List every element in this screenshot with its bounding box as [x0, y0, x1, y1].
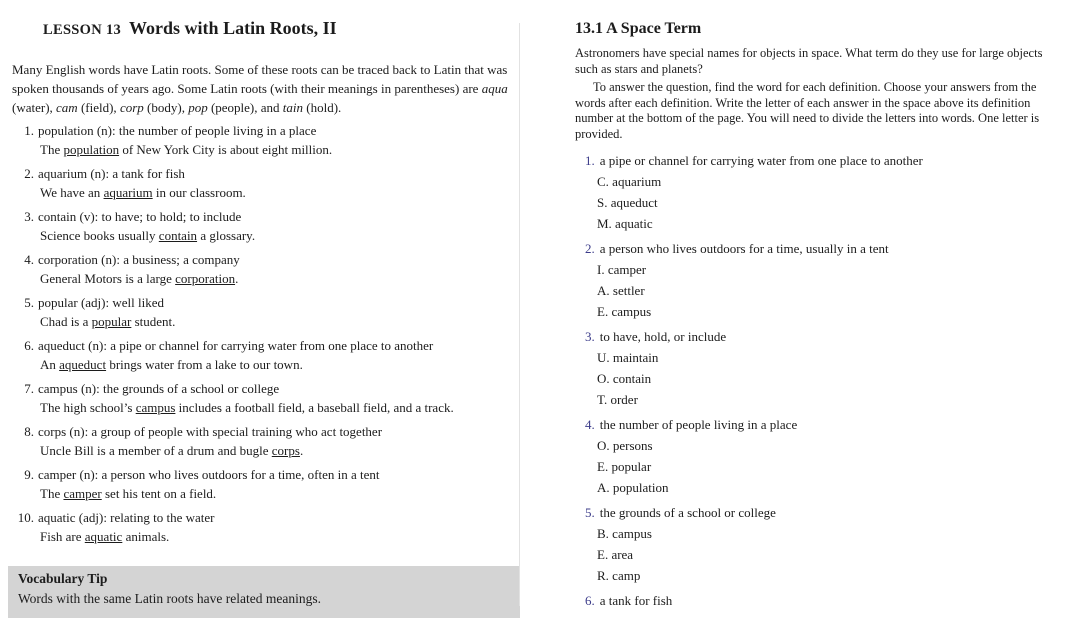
answer-option: E. popular: [597, 459, 652, 474]
answer-option: C. aquarium: [597, 174, 662, 189]
example-text: .: [299, 443, 304, 458]
question-definition: [575, 590, 1063, 611]
question-item: [575, 590, 1063, 611]
question-text: to have, hold, or include: [599, 329, 727, 344]
lesson-heading: [43, 18, 522, 39]
definition-item: [12, 465, 522, 503]
answer-option: U. maintain: [597, 350, 659, 365]
question-item: [575, 326, 1063, 410]
example-underlined-word: aquatic: [84, 529, 123, 544]
definition-item: [12, 250, 522, 288]
latin-root: corp: [119, 100, 144, 115]
definition-number: 3.: [24, 209, 34, 224]
definition-number: 1.: [24, 123, 34, 138]
example-underlined-word: contain: [158, 228, 198, 243]
example-text: Chad is a: [40, 314, 92, 329]
definition-number: 4.: [24, 252, 34, 267]
answer-option: E. area: [597, 547, 634, 562]
example-text: An: [40, 357, 60, 372]
answer-option: M. aquatic: [597, 216, 653, 231]
question-text: a tank for fish: [599, 593, 673, 608]
definition-item: [12, 508, 522, 546]
example-text: animals.: [122, 529, 170, 544]
definition-text: popular (adj): well liked: [38, 295, 164, 310]
example-underlined-word: corporation: [175, 271, 236, 286]
intro-segment: (hold).: [303, 100, 342, 115]
example-text: We have an: [40, 185, 104, 200]
question-text: a pipe or channel for carrying water from one place to another: [599, 153, 923, 168]
intro-segment: Many English words have Latin roots. Some of these roots can be traced back to Latin that was spoken thousands of years ago. Some Latin roots (with their meanings in parentheses) are: [12, 62, 508, 96]
definition-text: aquarium (n): a tank for fish: [38, 166, 185, 181]
latin-root: tain: [282, 100, 304, 115]
definition-line: [12, 293, 522, 312]
definition-line: [12, 465, 522, 484]
vocabulary-tip-title: Vocabulary Tip: [18, 571, 108, 586]
lesson-number-label: LESSON 13: [43, 22, 122, 38]
vocabulary-tip-box: [8, 566, 520, 618]
definition-text: aquatic (adj): relating to the water: [38, 510, 215, 525]
definition-text: camper (n): a person who lives outdoors for a time, often in a tent: [38, 467, 380, 482]
definition-text: aqueduct (n): a pipe or channel for carrying water from one place to another: [38, 338, 434, 353]
definition-item: [12, 207, 522, 245]
question-text: the number of people living in a place: [599, 417, 798, 432]
definition-line: [12, 207, 522, 226]
question-text: the grounds of a school or college: [599, 505, 776, 520]
example-sentence: [12, 527, 522, 546]
example-text: includes a football field, a baseball field, and a track.: [175, 400, 454, 415]
example-sentence: [12, 312, 522, 331]
example-text: set his tent on a field.: [101, 486, 217, 501]
question-definition: [575, 326, 1063, 347]
definition-item: [12, 121, 522, 159]
example-underlined-word: camper: [63, 486, 102, 501]
example-sentence: [12, 355, 522, 374]
answer-option: T. order: [597, 392, 638, 407]
definition-line: [12, 508, 522, 527]
example-text: The: [40, 142, 64, 157]
question-item: [575, 502, 1063, 586]
question-item: [575, 414, 1063, 498]
example-text: The high school’s: [40, 400, 136, 415]
example-text: student.: [131, 314, 176, 329]
definition-text: contain (v): to have; to hold; to include: [38, 209, 242, 224]
definition-item: [12, 422, 522, 460]
example-text: of New York City is about eight million.: [119, 142, 333, 157]
latin-root: aqua: [481, 81, 508, 96]
answer-option: O. persons: [597, 438, 653, 453]
example-underlined-word: aquarium: [103, 185, 153, 200]
intro-paragraph: [12, 60, 522, 117]
question-item: [575, 238, 1063, 322]
latin-root: cam: [56, 100, 78, 115]
example-underlined-word: corps: [271, 443, 300, 458]
intro-segment: (water),: [12, 100, 57, 115]
question-definition: [575, 502, 1063, 523]
section-title: 13.1 A Space Term: [575, 20, 702, 37]
instructions-paragraph-1: Astronomers have special names for objects in space. What term do they use for large objects such as stars and planets?: [575, 46, 1043, 76]
definition-line: [12, 379, 522, 398]
example-sentence: [12, 484, 522, 503]
question-number: 1.: [585, 153, 595, 168]
answer-option: S. aqueduct: [597, 195, 658, 210]
example-text: .: [235, 271, 239, 286]
instructions-paragraph-2: To answer the question, find the word for each definition. Choose your answers from the words after each definition. Write the letter of each answer in the space above its definition number at the bottom of the page. You will need to divide the letters into words. One letter is provided.: [575, 80, 1040, 141]
definition-text: corps (n): a group of people with special training who act together: [38, 424, 383, 439]
definition-line: [12, 250, 522, 269]
page-divider: [519, 23, 520, 606]
example-text: a glossary.: [197, 228, 256, 243]
definition-number: 10.: [17, 510, 34, 525]
example-text: General Motors is a large: [40, 271, 176, 286]
question-list: [575, 150, 1063, 611]
question-item: [575, 150, 1063, 234]
definition-line: [12, 121, 522, 140]
definition-text: corporation (n): a business; a company: [38, 252, 240, 267]
question-number: 3.: [585, 329, 595, 344]
answer-option: B. campus: [597, 526, 652, 541]
example-text: Fish are: [40, 529, 85, 544]
vocabulary-tip-text: Words with the same Latin roots have related meanings.: [18, 591, 321, 606]
answer-option: O. contain: [597, 371, 652, 386]
definition-number: 5.: [24, 295, 34, 310]
example-text: Uncle Bill is a member of a drum and bugle: [40, 443, 272, 458]
intro-segment: (body),: [143, 100, 189, 115]
example-underlined-word: campus: [135, 400, 176, 415]
definition-line: [12, 164, 522, 183]
question-number: 6.: [585, 593, 595, 608]
definition-line: [12, 422, 522, 441]
lesson-title: Words with Latin Roots, II: [129, 18, 337, 38]
question-text: a person who lives outdoors for a time, usually in a tent: [599, 241, 889, 256]
right-page: [575, 0, 1063, 611]
question-number: 4.: [585, 417, 595, 432]
left-page: [12, 0, 522, 551]
example-sentence: [12, 183, 522, 202]
question-number: 5.: [585, 505, 595, 520]
example-text: in our classroom.: [152, 185, 246, 200]
definition-number: 9.: [24, 467, 34, 482]
example-text: brings water from a lake to our town.: [106, 357, 303, 372]
example-sentence: [12, 226, 522, 245]
intro-segment: (field),: [77, 100, 120, 115]
example-sentence: [12, 269, 522, 288]
definition-number: 2.: [24, 166, 34, 181]
definition-text: population (n): the number of people living in a place: [38, 123, 317, 138]
definition-item: [12, 164, 522, 202]
definition-number: 6.: [24, 338, 34, 353]
answer-option: E. campus: [597, 304, 652, 319]
example-underlined-word: population: [63, 142, 120, 157]
definition-item: [12, 293, 522, 331]
answer-option: R. camp: [597, 568, 641, 583]
question-definition: [575, 150, 1063, 171]
example-sentence: [12, 398, 522, 417]
definition-item: [12, 336, 522, 374]
answer-option: A. settler: [597, 283, 645, 298]
example-sentence: [12, 140, 522, 159]
latin-root: pop: [188, 100, 208, 115]
definition-list: [12, 121, 522, 546]
definition-text: campus (n): the grounds of a school or college: [38, 381, 280, 396]
definition-item: [12, 379, 522, 417]
example-sentence: [12, 441, 522, 460]
example-text: The: [40, 486, 64, 501]
question-definition: [575, 238, 1063, 259]
example-underlined-word: popular: [91, 314, 132, 329]
example-text: Science books usually: [40, 228, 159, 243]
answer-option: A. population: [597, 480, 669, 495]
question-definition: [575, 414, 1063, 435]
intro-segment: (people), and: [207, 100, 283, 115]
definition-line: [12, 336, 522, 355]
question-number: 2.: [585, 241, 595, 256]
definition-number: 7.: [24, 381, 34, 396]
definition-number: 8.: [24, 424, 34, 439]
answer-option: I. camper: [597, 262, 647, 277]
example-underlined-word: aqueduct: [59, 357, 107, 372]
